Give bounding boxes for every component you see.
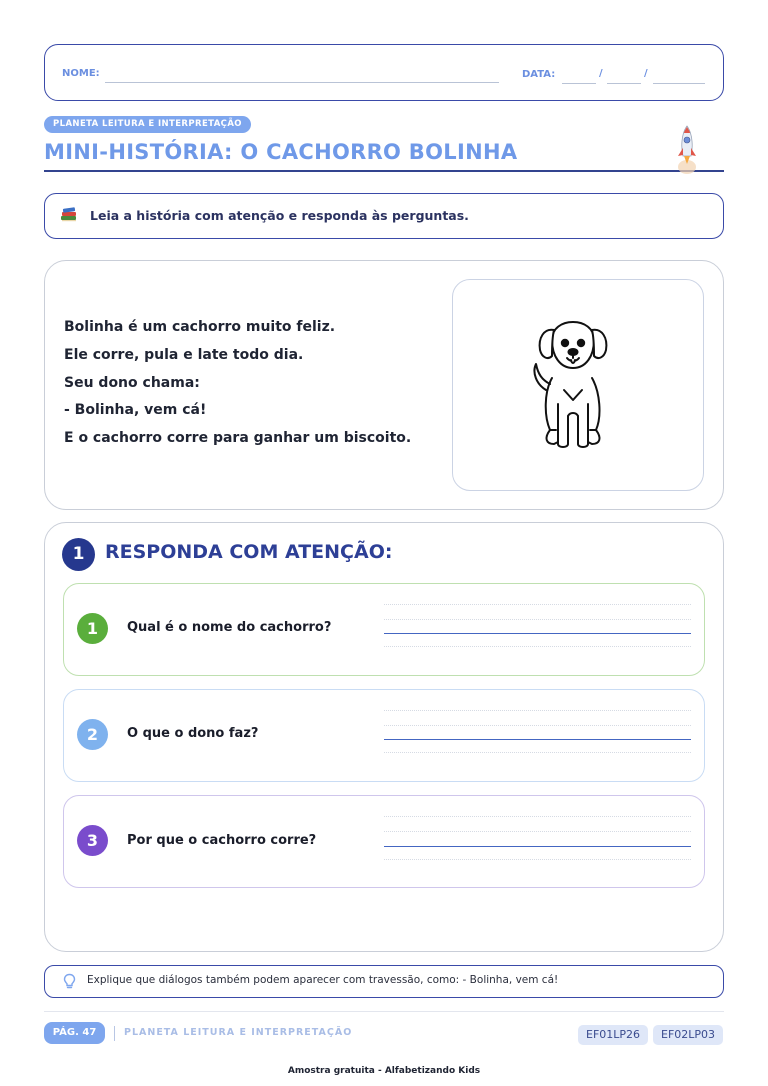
title-divider	[44, 170, 724, 172]
section-number-badge: 1	[62, 538, 95, 571]
question-text-2: O que o dono faz?	[127, 726, 259, 741]
questions-title: RESPONDA COM ATENÇÃO:	[105, 541, 393, 563]
guide-line	[384, 859, 691, 860]
guide-line	[384, 725, 691, 726]
books-icon	[60, 205, 78, 223]
guide-line	[384, 710, 691, 711]
date-separator: /	[644, 68, 648, 79]
guide-line	[384, 619, 691, 620]
story-line: E o cachorro corre para ganhar um biscoito.	[64, 430, 412, 446]
date-year-field[interactable]	[653, 83, 705, 84]
footer-separator	[114, 1026, 115, 1041]
guide-line	[384, 752, 691, 753]
name-date-box	[44, 44, 724, 101]
story-line: - Bolinha, vem cá!	[64, 402, 207, 418]
sample-note: Amostra gratuita - Alfabetizando Kids	[287, 1066, 481, 1076]
lightbulb-icon	[63, 973, 76, 990]
rocket-icon	[672, 122, 702, 176]
guide-line	[384, 831, 691, 832]
instruction-text: Leia a história com atenção e responda às perguntas.	[90, 208, 469, 223]
footer-label: PLANETA LEITURA E INTERPRETAÇÃO	[124, 1027, 353, 1038]
answer-line-2[interactable]	[384, 739, 691, 740]
date-month-field[interactable]	[607, 83, 641, 84]
question-text-1: Qual é o nome do cachorro?	[127, 620, 332, 635]
skill-code: EF01LP26	[578, 1025, 648, 1045]
story-line: Ele corre, pula e late todo dia.	[64, 347, 304, 363]
name-field[interactable]	[105, 82, 499, 83]
page-number-badge: PÁG. 47	[44, 1022, 105, 1044]
question-number-1: 1	[77, 613, 108, 644]
date-day-field[interactable]	[562, 83, 596, 84]
guide-line	[384, 646, 691, 647]
name-label: NOME:	[62, 68, 100, 79]
question-number-2: 2	[77, 719, 108, 750]
tip-text: Explique que diálogos também podem aparecer com travessão, como: - Bolinha, vem cá!	[87, 974, 559, 986]
page-title: MINI-HISTÓRIA: O CACHORRO BOLINHA	[44, 140, 518, 164]
answer-line-3[interactable]	[384, 846, 691, 847]
skill-code: EF02LP03	[653, 1025, 723, 1045]
answer-line-1[interactable]	[384, 633, 691, 634]
story-line: Bolinha é um cachorro muito feliz.	[64, 319, 336, 335]
question-text-3: Por que o cachorro corre?	[127, 833, 317, 848]
guide-line	[384, 604, 691, 605]
story-line: Seu dono chama:	[64, 375, 200, 391]
question-number-3: 3	[77, 825, 108, 856]
guide-line	[384, 816, 691, 817]
dog-illustration	[528, 320, 620, 452]
date-separator: /	[599, 68, 603, 79]
section-tag: PLANETA LEITURA E INTERPRETAÇÃO	[44, 116, 251, 133]
date-label: DATA:	[522, 69, 556, 80]
footer-divider	[44, 1011, 724, 1012]
